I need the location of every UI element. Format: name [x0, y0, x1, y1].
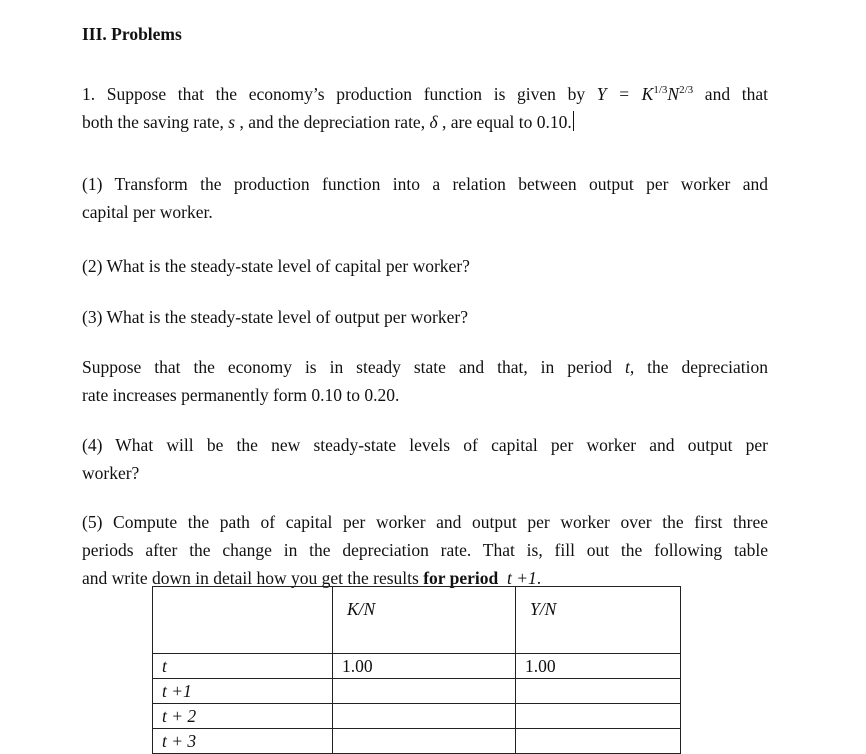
table-row	[153, 679, 681, 704]
y-per-n-cell[interactable]	[516, 729, 681, 754]
period-cell: t + 3	[153, 729, 333, 754]
question-5-text-b: .	[536, 568, 542, 588]
k-per-n-cell[interactable]	[333, 704, 516, 729]
problem-1-text-a: 1. Suppose that the economy’s production function is given by	[82, 84, 597, 104]
table-row	[153, 729, 681, 754]
y-per-n-cell[interactable]: 1.00	[516, 654, 681, 679]
problem-1-text-c: both the saving rate,	[82, 112, 229, 132]
table-header-row	[153, 587, 681, 654]
question-2-text: (2) What is the steady-state level of capital per worker?	[82, 256, 470, 276]
problem-1-text-d: , and the depreciation rate,	[235, 112, 430, 132]
header-cell-y-per-n: Y/N	[516, 587, 681, 654]
k-per-n-cell[interactable]	[333, 729, 516, 754]
text-cursor	[573, 111, 574, 131]
exponent-n: 2/3	[679, 84, 694, 96]
question-5-line-2: periods after the change in the depreciation rate. That is, fill out the following table	[82, 540, 768, 560]
period-cell: t +1	[153, 679, 333, 704]
exponent-k: 1/3	[653, 84, 668, 96]
header-cell-k-per-n: K/N	[333, 587, 516, 654]
period-symbol: t	[624, 357, 630, 377]
k-per-n-cell[interactable]	[333, 679, 516, 704]
question-5-bold: for period	[423, 568, 499, 588]
section-heading: III. Problems	[82, 24, 182, 44]
question-1	[82, 170, 768, 226]
saving-rate-symbol: s	[228, 112, 236, 132]
scenario	[82, 353, 768, 409]
question-1-line-2: capital per worker.	[82, 202, 213, 222]
y-per-n-cell[interactable]	[516, 679, 681, 704]
depreciation-symbol: δ	[429, 112, 438, 132]
question-4	[82, 431, 768, 487]
formula-y-k: Y = K	[596, 84, 654, 104]
k-per-n-cell[interactable]: 1.00	[333, 654, 516, 679]
scenario-text-a: Suppose that the economy is in steady state and that, in period	[82, 357, 625, 377]
table-row	[153, 654, 681, 679]
question-5-line-1: (5) Compute the path of capital per worker and output per worker over the first three	[82, 512, 768, 532]
question-5-period: t +1	[506, 568, 537, 588]
period-cell: t + 2	[153, 704, 333, 729]
question-5-text-a: and write down in detail how you get the results	[82, 568, 424, 588]
y-per-n-cell[interactable]	[516, 704, 681, 729]
problem-1	[82, 80, 768, 136]
question-2	[82, 252, 768, 280]
formula-n: N	[667, 84, 680, 104]
question-3	[82, 303, 768, 331]
header-cell-empty	[153, 587, 333, 654]
period-cell: t	[153, 654, 333, 679]
question-3-text: (3) What is the steady-state level of output per worker?	[82, 307, 468, 327]
question-4-line-2: worker?	[82, 463, 140, 483]
question-5	[82, 508, 768, 592]
question-1-line-1: (1) Transform the production function into a relation between output per worker and	[82, 174, 768, 194]
scenario-line-2: rate increases permanently form 0.10 to 0.20.	[82, 385, 400, 405]
problem-1-text-e: , are equal to 0.10.	[437, 112, 572, 132]
table-row	[153, 704, 681, 729]
problem-1-text-b: and that	[693, 84, 768, 104]
scenario-text-b: , the depreciation	[629, 357, 768, 377]
results-table	[152, 586, 681, 754]
question-4-line-1: (4) What will be the new steady-state levels of capital per worker and output per	[82, 435, 768, 455]
